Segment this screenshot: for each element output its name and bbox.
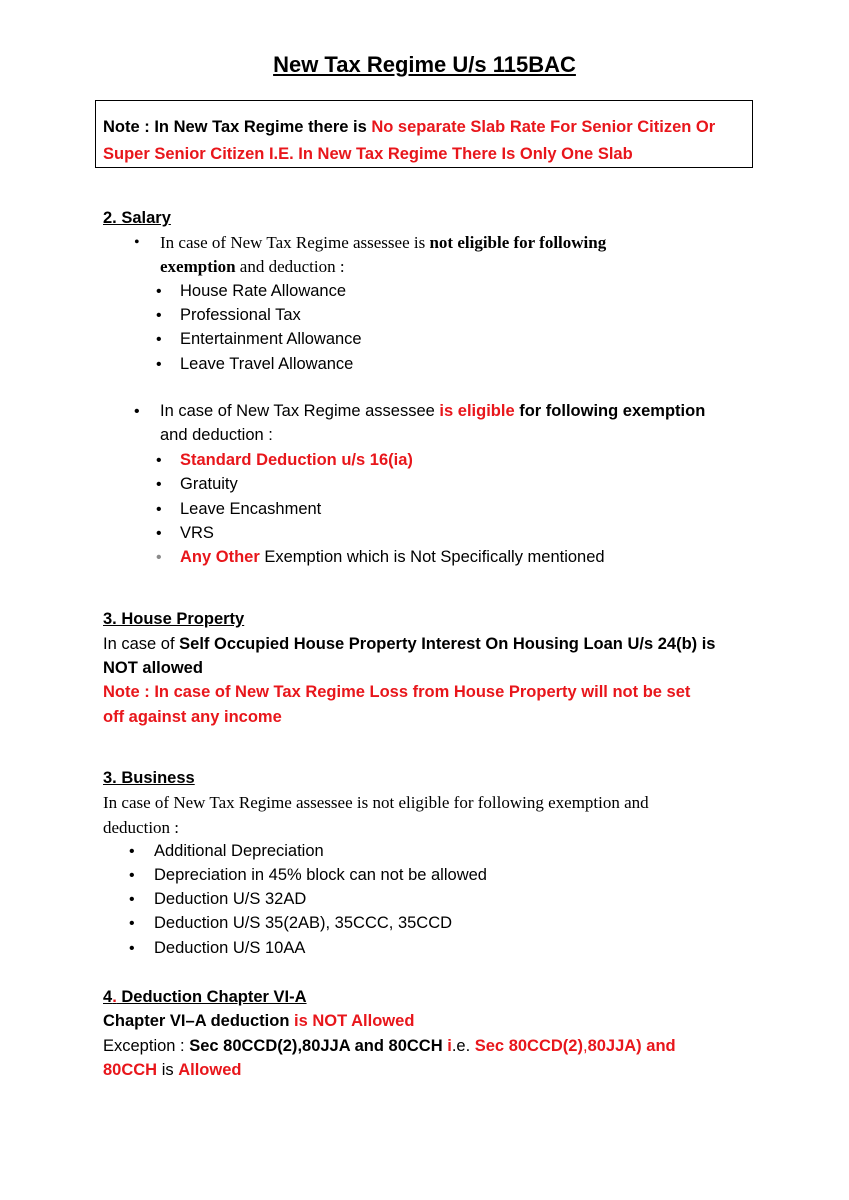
bullet-icon: •	[156, 307, 162, 324]
list-item: Deduction U/S 32AD	[154, 890, 307, 908]
bullet-icon: •	[156, 283, 162, 300]
list-item: Leave Encashment	[180, 500, 322, 518]
bullet-icon: •	[156, 452, 162, 469]
list-item: VRS	[180, 524, 214, 542]
list-item: Entertainment Allowance	[180, 330, 362, 348]
bullet-icon: •	[156, 356, 162, 373]
salary-not-eligible-line-1: In case of New Tax Regime assessee is not eligible for following	[160, 233, 607, 252]
business-line-1: In case of New Tax Regime assessee is not eligible for following exemption and	[103, 793, 649, 812]
list-item: Additional Depreciation	[154, 842, 324, 860]
list-item: Depreciation in 45% block can not be allowed	[154, 866, 487, 884]
list-item: Gratuity	[180, 475, 238, 493]
list-item: Any Other Exemption which is Not Specifically mentioned	[180, 548, 605, 566]
deduction-heading: 4. Deduction Chapter VI-A	[103, 988, 307, 1006]
business-line-2: deduction :	[103, 818, 180, 837]
salary-eligible-line-1: In case of New Tax Regime assessee is eligible for following exemption	[160, 402, 706, 420]
house-property-line-2: NOT allowed	[103, 659, 203, 677]
bullet-icon: •	[156, 476, 162, 493]
house-property-line-1: In case of Self Occupied House Property Interest On Housing Loan U/s 24(b) is	[103, 635, 716, 653]
page-title: New Tax Regime U/s 115BAC	[273, 52, 576, 77]
salary-heading: 2. Salary	[103, 209, 171, 227]
bullet-icon: •	[129, 843, 135, 860]
list-item: House Rate Allowance	[180, 282, 347, 300]
bullet-icon: •	[156, 549, 162, 566]
salary-eligible-line-2: and deduction :	[160, 426, 273, 444]
note-line-2: Super Senior Citizen I.E. In New Tax Regime There Is Only One Slab	[103, 145, 633, 163]
house-property-note-2: off against any income	[103, 708, 282, 726]
list-item: Standard Deduction u/s 16(ia)	[180, 451, 413, 469]
bullet-icon: •	[156, 331, 162, 348]
house-property-heading: 3. House Property	[103, 610, 245, 628]
deduction-line-1: Chapter VI–A deduction is NOT Allowed	[103, 1012, 415, 1030]
list-item: Deduction U/S 35(2AB), 35CCC, 35CCD	[154, 914, 453, 932]
salary-not-eligible-line-2: exemption and deduction :	[160, 257, 345, 276]
house-property-note-1: Note : In case of New Tax Regime Loss from House Property will not be set	[103, 683, 691, 701]
business-heading: 3. Business	[103, 769, 195, 787]
bullet-icon: •	[156, 501, 162, 518]
bullet-icon: •	[134, 403, 140, 420]
note-line-1: Note : In New Tax Regime there is No separate Slab Rate For Senior Citizen Or	[103, 118, 716, 136]
bullet-icon: •	[129, 940, 135, 957]
list-item: Deduction U/S 10AA	[154, 939, 306, 957]
deduction-line-3: 80CCH is Allowed	[103, 1061, 242, 1079]
bullet-icon: •	[156, 525, 162, 542]
bullet-icon: •	[129, 891, 135, 908]
bullet-icon: •	[129, 915, 135, 932]
bullet-icon: •	[134, 234, 140, 251]
bullet-icon: •	[129, 867, 135, 884]
list-item: Leave Travel Allowance	[180, 355, 354, 373]
list-item: Professional Tax	[180, 306, 301, 324]
deduction-line-2: Exception : Sec 80CCD(2),80JJA and 80CCH i.e. Sec 80CCD(2),80JJA) and	[103, 1037, 676, 1055]
